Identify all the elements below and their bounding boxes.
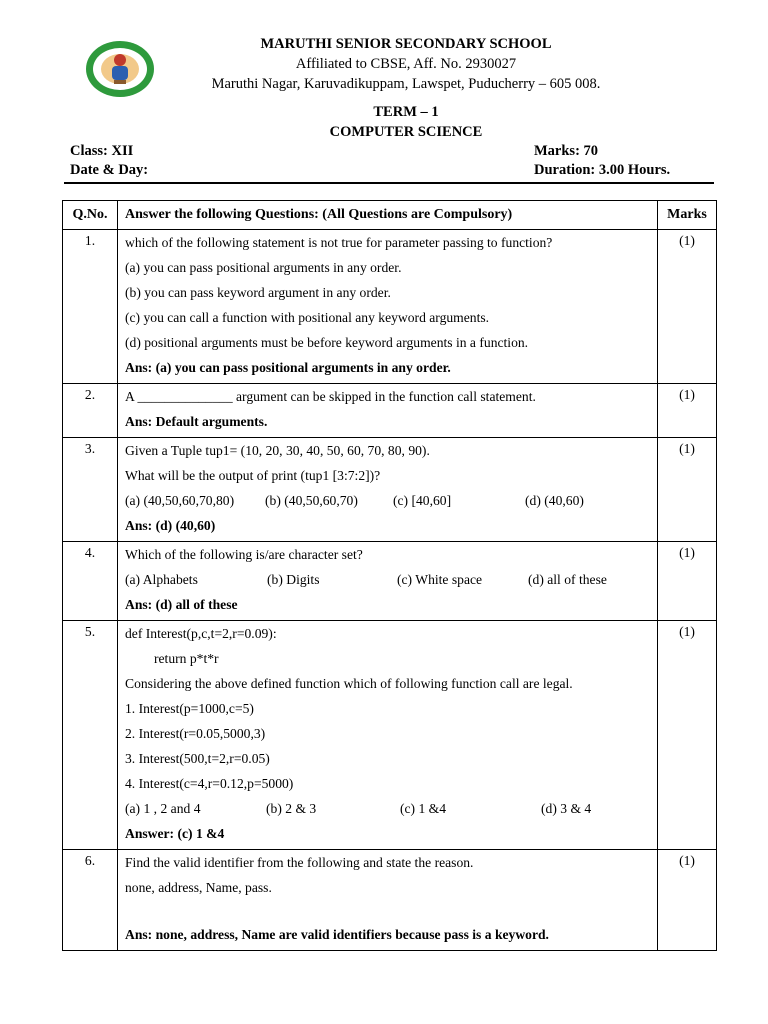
- call-option: 2. Interest(r=0.05,5000,3): [125, 726, 266, 741]
- option-b: (b) 2 & 3: [266, 801, 317, 816]
- option-a: (a) (40,50,60,70,80): [125, 493, 235, 508]
- question-marks: (1): [658, 384, 717, 438]
- question-number: 1.: [63, 230, 118, 384]
- table-row: [63, 384, 717, 438]
- question-marks: (1): [658, 542, 717, 621]
- option-b: (b) Digits: [267, 572, 320, 587]
- school-address: Maruthi Nagar, Karuvadikuppam, Lawspet, Puducherry – 605 008.: [211, 76, 601, 92]
- question-text: Considering the above defined function which of following function call are legal.: [125, 676, 573, 691]
- options-row: [125, 799, 657, 824]
- options-row: [125, 491, 657, 516]
- question-marks: (1): [658, 621, 717, 850]
- affiliation: Affiliated to CBSE, Aff. No. 2930027: [295, 56, 517, 72]
- option-d: (d) (40,60): [525, 493, 584, 508]
- exam-term: TERM – 1: [373, 104, 439, 120]
- code-line: return p*t*r: [154, 651, 219, 666]
- question-marks: (1): [658, 230, 717, 384]
- question-marks: (1): [658, 438, 717, 542]
- question-number: 4.: [63, 542, 118, 621]
- question-text: Given a Tuple tup1= (10, 20, 30, 40, 50, 60, 70, 80, 90).: [125, 443, 430, 458]
- code-line: def Interest(p,c,t=2,r=0.09):: [125, 626, 277, 641]
- call-option: 3. Interest(500,t=2,r=0.05): [125, 751, 270, 766]
- option-line: (a) you can pass positional arguments in any order.: [125, 260, 402, 275]
- question-text: Find the valid identifier from the following and state the reason.: [125, 855, 474, 870]
- exam-subject: COMPUTER SCIENCE: [329, 124, 483, 140]
- answer-text: Ans: none, address, Name are valid identifiers because pass is a keyword.: [125, 927, 549, 942]
- answer-text: Answer: (c) 1 &4: [125, 826, 225, 841]
- question-body: [118, 230, 658, 384]
- table-header-row: [63, 201, 717, 230]
- question-number: 2.: [63, 384, 118, 438]
- option-line: (d) positional arguments must be before keyword arguments in a function.: [125, 335, 529, 350]
- question-number: 5.: [63, 621, 118, 850]
- answer-text: Ans: (a) you can pass positional arguments in any order.: [125, 360, 451, 375]
- question-body: [118, 850, 658, 951]
- question-number: 3.: [63, 438, 118, 542]
- answer-text: Ans: Default arguments.: [125, 414, 268, 429]
- option-a: (a) 1 , 2 and 4: [125, 801, 201, 816]
- marks-label: Marks: 70: [534, 143, 599, 159]
- table-row: [63, 850, 717, 951]
- option-d: (d) all of these: [528, 572, 607, 587]
- table-row: [63, 542, 717, 621]
- duration-label: Duration: 3.00 Hours.: [534, 162, 671, 178]
- option-c: (c) White space: [397, 572, 483, 587]
- question-text: Which of the following is/are character set?: [125, 547, 363, 562]
- question-body: [118, 621, 658, 850]
- call-option: 1. Interest(p=1000,c=5): [125, 701, 254, 716]
- option-d: (d) 3 & 4: [541, 801, 592, 816]
- table-row: [63, 230, 717, 384]
- option-b: (b) (40,50,60,70): [265, 493, 358, 508]
- option-a: (a) Alphabets: [125, 572, 198, 587]
- question-body: [118, 542, 658, 621]
- question-text: which of the following statement is not true for parameter passing to function?: [125, 235, 553, 250]
- answer-text: Ans: (d) (40,60): [125, 518, 216, 533]
- call-option: 4. Interest(c=4,r=0.12,p=5000): [125, 776, 294, 791]
- header-marks: Marks: [658, 201, 717, 230]
- spacer: [125, 903, 657, 925]
- table-row: [63, 438, 717, 542]
- header-qno: Q.No.: [63, 201, 118, 230]
- question-table: [62, 200, 717, 951]
- school-name: MARUTHI SENIOR SECONDARY SCHOOL: [260, 36, 552, 52]
- question-number: 6.: [63, 850, 118, 951]
- question-body: [118, 384, 658, 438]
- question-text: What will be the output of print (tup1 [3:7:2])?: [125, 468, 381, 483]
- answer-text: Ans: (d) all of these: [125, 597, 238, 612]
- question-text: A ______________ argument can be skipped in the function call statement.: [125, 389, 536, 404]
- option-c: (c) [40,60]: [393, 493, 452, 508]
- header-question: Answer the following Questions: (All Questions are Compulsory): [118, 201, 658, 230]
- header-divider: [64, 182, 714, 184]
- question-text: none, address, Name, pass.: [125, 880, 272, 895]
- question-body: [118, 438, 658, 542]
- option-line: (b) you can pass keyword argument in any order.: [125, 285, 391, 300]
- class-label: Class: XII: [70, 143, 134, 159]
- date-label: Date & Day:: [70, 162, 149, 178]
- question-marks: (1): [658, 850, 717, 951]
- option-line: (c) you can call a function with positional any keyword arguments.: [125, 310, 490, 325]
- options-row: [125, 570, 657, 595]
- table-row: [63, 621, 717, 850]
- option-c: (c) 1 &4: [400, 801, 447, 816]
